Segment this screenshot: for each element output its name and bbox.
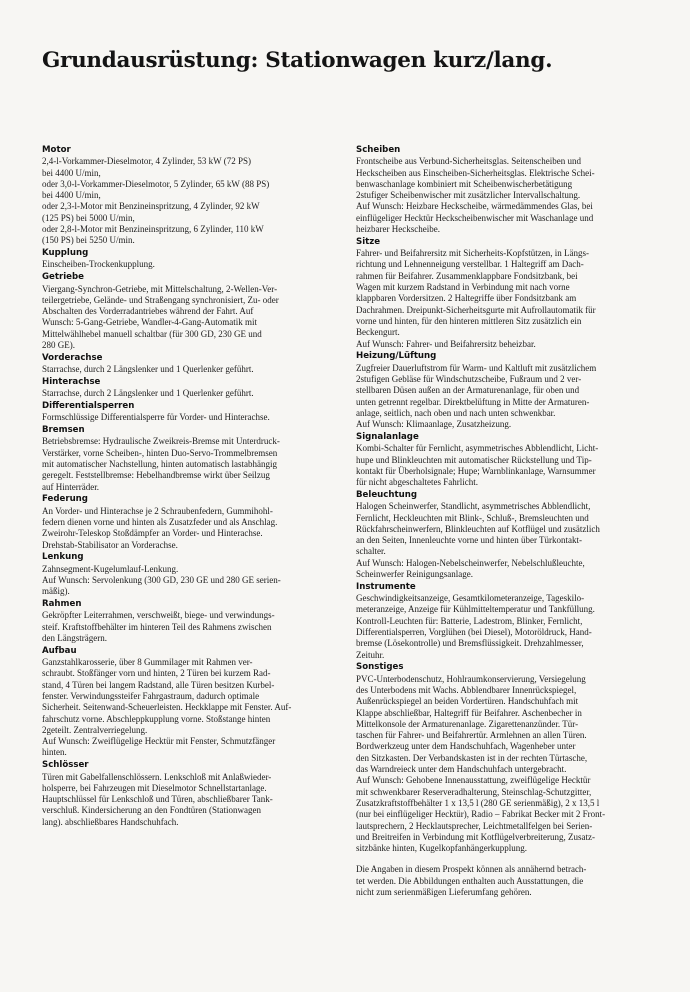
- spec-section: [356, 490, 648, 580]
- left-column: [42, 145, 336, 830]
- section-heading: Sonstiges: [356, 662, 404, 673]
- section-body: Viergang-Synchron-Getriebe, mit Mittelschaltung, 2-Wellen-Ver- teilergetriebe, Gelände- und Straßengang synchronisiert, Zu- oder Abschalten des Vorderradantriebes während der Fahrt. Auf Wunsch: 5-Gang-Getriebe, Wandler-4-Gang-Automatik mit Mittelwählhebel manuell schaltbar (für 300 GD, 230 GE und 280 GE).: [42, 283, 279, 351]
- section-body: Geschwindigkeitsanzeige, Gesamtkilometeranzeige, Tageskilo- meteranzeige, Anzeige für Kühlmitteltemperatur und Tankfüllung. Kontroll-Leuchten für: Batterie, Ladestrom, Blinker, Fernlicht, Differentialsperren, Vorglühen (bei Diesel), Motoröldruck, Hand- bremse (Lösekontrolle) und Bremsflüssigkeit. Drehzahlmesser, Zeituhr.: [356, 593, 595, 660]
- spec-section: [356, 237, 648, 350]
- section-heading: Beleuchtung: [356, 489, 417, 500]
- section-heading: Heizung/Lüftung: [356, 351, 437, 362]
- spec-section: [356, 662, 648, 854]
- section-body: Kombi-Schalter für Fernlicht, asymmetrisches Abblendlicht, Licht- hupe und Blinkleuchten mit automatischer Rückstellung und Tip- kontakt für Überholsignale; Hupe; Warnblinkanlage, Warnsummer für nicht abgeschaltetes Fahrlicht.: [356, 443, 599, 488]
- section-heading: Kupplung: [42, 248, 89, 259]
- footnote: Die Angaben in diesem Prospekt können als annähernd betrach- tet werden. Die Abbildungen enthalten auch Ausstattungen, die nicht zum serienmäßigen Lieferumfang gehören.: [356, 864, 587, 897]
- section-heading: Schlösser: [42, 760, 89, 771]
- spec-section: [42, 377, 336, 400]
- section-heading: Aufbau: [42, 645, 77, 656]
- spec-section: [42, 552, 336, 597]
- section-body: Starrachse, durch 2 Längslenker und 1 Querlenker geführt.: [42, 364, 254, 375]
- section-body: Zugfreier Dauerluftstrom für Warm- und Kaltluft mit zusätzlichem 2stufigen Gebläse für Windschutzscheibe, Fußraum und 2 ver- stellbaren Düsen außen an der Armaturenanlage, für oben und unten getrennt regelbar. Direktbelüftung in Mitte der Armaturen- anlage, seitlich, nach oben und nach unten schwenkbar. Auf Wunsch: Klimaanlage, Zusatzheizung.: [356, 362, 597, 430]
- section-body: Halogen Scheinwerfer, Standlicht, asymmetrisches Abblendlicht, Fernlicht, Heckleuchten mit Blink-, Schluß-, Bremsleuchten und Rückfahrscheinwerfern, Blinkleuchten auf Kotflügel und zusätzlich an den Seiten, Innenleuchte vorne und hinten über Türkontakt- schalter. Auf Wunsch: Halogen-Nebelscheinwerfer, Nebelschlußleuchte, Scheinwerfer Reinigungsanlage.: [356, 501, 600, 579]
- section-heading: Instrumente: [356, 581, 416, 592]
- spec-section: [42, 401, 336, 424]
- section-heading: Signalanlage: [356, 431, 419, 442]
- section-body: An Vorder- und Hinterachse je 2 Schraubenfedern, Gummihohl- federn dienen vorne und hinten als Zusatzfeder und als Anschlag. Zweirohr-Teleskop Stoßdämpfer an Vorder- und Hinterachse. Drehstab-Stabilisator an Vorderachse.: [42, 505, 278, 550]
- section-body: Gekröpfter Leiterrahmen, verschweißt, biege- und verwindungs- steif. Kraftstoffbehälter im hinteren Teil des Rahmens zwischen den Längsträgern.: [42, 610, 275, 643]
- page-title: Grundausrüstung: Stationwagen kurz/lang.: [42, 48, 553, 73]
- section-heading: Lenkung: [42, 552, 84, 563]
- section-body: Formschlüssige Differentialsperre für Vorder- und Hinterachse.: [42, 412, 270, 423]
- section-heading: Federung: [42, 494, 88, 505]
- section-body: 2,4-l-Vorkammer-Dieselmotor, 4 Zylinder, 53 kW (72 PS) bei 4400 U/min, oder 3,0-l-Vorkammer-Dieselmotor, 5 Zylinder, 65 kW (88 PS) bei 4400 U/min, oder 2,3-l-Motor mit Benzineinspritzung, 4 Zylinder, 92 kW (125 PS) bei 5000 U/min, oder 2,8-l-Motor mit Benzineinspritzung, 6 Zylinder, 110 kW (150 PS) bei 5250 U/min.: [42, 156, 270, 246]
- spec-section: [42, 248, 336, 271]
- spec-section: [42, 599, 336, 644]
- spec-section: [42, 145, 336, 247]
- spec-section: [42, 494, 336, 550]
- section-body: Zahnsegment-Kugelumlauf-Lenkung. Auf Wunsch: Servolenkung (300 GD, 230 GE und 280 GE serien- mäßig).: [42, 563, 281, 597]
- spec-section: [356, 145, 648, 235]
- spec-section: [356, 432, 648, 488]
- section-body: Betriebsbremse: Hydraulische Zweikreis-Bremse mit Unterdruck- Verstärker, vorne Scheiben-, hinten Duo-Servo-Trommelbremsen mit automatischer Nachstellung, hinten automatisch lastabhängig geregelt. Feststellbremse: Hebelhandbremse wirkt über Seilzug auf Hinterräder.: [42, 436, 280, 492]
- section-body: PVC-Unterbodenschutz, Hohlraumkonservierung, Versiegelung des Unterbodens mit Wachs. Abblendbarer Innenrückspiegel, Außenrückspiegel an beiden Vordertüren. Handschuhfach mit Klappe abschließbar, Haltegriff für Beifahrer. Aschenbecher in Mittelkonsole der Armaturenanlage. Zigarettenanzünder. Tür- taschen für Fahrer- und Beifahrertür. Armlehnen an allen Türen. Bordwerkzeug unter dem Handschuhfach, Wagenheber unter den Sitzkasten. Der Verbandskasten ist in der rechten Türtasche, das Warndreieck unter dem Handschuhfach untergebracht. Auf Wunsch: Gehobene Innenausstattung, zweiflügelige Hecktür mit schwenkbarer Reserveradhalterung, Steinschlag-Schutzgitter, Zusatzkraftstoffbehälter 1 x 13,5 l (280 GE serienmäßig), 2 x 13,5 l (nur bei einflügeliger Hecktür), Radio – Fabrikat Becker mit 2 Front- lautsprechern, 2 Hecklautsprecher, Leichtmetallfelgen bei Serien- und Breitreifen in Verbindung mit Kotflügelverbreiterung, Zusatz- sitzbänke hinten, Kugelkopfanhängerkupplung.: [356, 673, 606, 854]
- section-heading: Scheiben: [356, 145, 401, 155]
- section-body: Frontscheibe aus Verbund-Sicherheitsglas. Seitenscheiben und Heckscheiben aus Einscheiben-Sicherheitsglas. Elektrische Schei- benwaschanlage kombiniert mit Scheibenwischerbetätigung 2stufiger Scheibenwischer mit zusätzlicher Intervallschaltung. Auf Wunsch: Heizbare Heckscheibe, wärmedämmendes Glas, bei einflügeliger Hecktür Heckscheibenwischer mit Waschanlage und heizbarer Heckscheibe.: [356, 156, 595, 235]
- spec-section: [42, 646, 336, 759]
- section-heading: Hinterachse: [42, 376, 101, 387]
- section-heading: Vorderachse: [42, 352, 103, 363]
- section-heading: Rahmen: [42, 599, 82, 610]
- spec-section: [42, 272, 336, 351]
- section-body: Ganzstahlkarosserie, über 8 Gummilager mit Rahmen ver- schraubt. Stoßfänger vorn und hinten, 2 Türen bei kurzem Rad- stand, 4 Türen bei langem Radstand, alle Türen besitzen Kurbel- fenster. Verwindungssteifer Fahrgastraum, dadurch optimale Sicherheit. Seitenwand-Scheuerleisten. Heckklappe mit Fenster. Auf- fahrschutz vorne. Abschleppkupplung vorne. Stoßstange hinten 2geteilt. Zentralverriegelung. Auf Wunsch: Zweiflügelige Hecktür mit Fenster, Schmutzfänger hinten.: [42, 657, 292, 758]
- section-body: Fahrer- und Beifahrersitz mit Sicherheits-Kopfstützen, in Längs- richtung und Lehnenneigung verstellbar. 1 Haltegriff am Dach- rahmen für Beifahrer. Zusammenklappbare Fondsitzbank, bei Wagen mit kurzem Radstand in Verbindung mit nach vorne klappbaren Vordersitzen. 2 Haltegriffe über Fondsitzbank am Dachrahmen. Dreipunkt-Sicherheitsgurte mit Aufrollautomatik für vorne und hinten, für den hinteren mittleren Sitz zusätzlich ein Beckengurt. Auf Wunsch: Fahrer- und Beifahrersitz beheizbar.: [356, 248, 596, 349]
- section-heading: Sitze: [356, 236, 381, 247]
- spec-section: [356, 582, 648, 661]
- section-heading: Getriebe: [42, 272, 84, 283]
- spec-section: [42, 760, 336, 828]
- spec-section: [356, 351, 648, 430]
- right-column: [356, 145, 648, 907]
- spec-section: [42, 353, 336, 376]
- section-body: Starrachse, durch 2 Längslenker und 1 Querlenker geführt.: [42, 388, 254, 399]
- section-heading: Differentialsperren: [42, 401, 135, 412]
- section-body: Türen mit Gabelfallenschlössern. Lenkschloß mit Anlaßwieder- holsperre, bei Fahrzeugen mit Dieselmotor Schnellstartanlage. Hauptschlüssel für Lenkschloß und Türen, abschließbarer Tank- verschluß. Kindersicherung an den Fondtüren (Stationwagen lang). abschließbares Handschuhfach.: [42, 771, 273, 827]
- section-heading: Bremsen: [42, 425, 85, 436]
- section-body: Einscheiben-Trockenkupplung.: [42, 259, 155, 270]
- section-heading: Motor: [42, 145, 71, 155]
- spec-section: [42, 425, 336, 493]
